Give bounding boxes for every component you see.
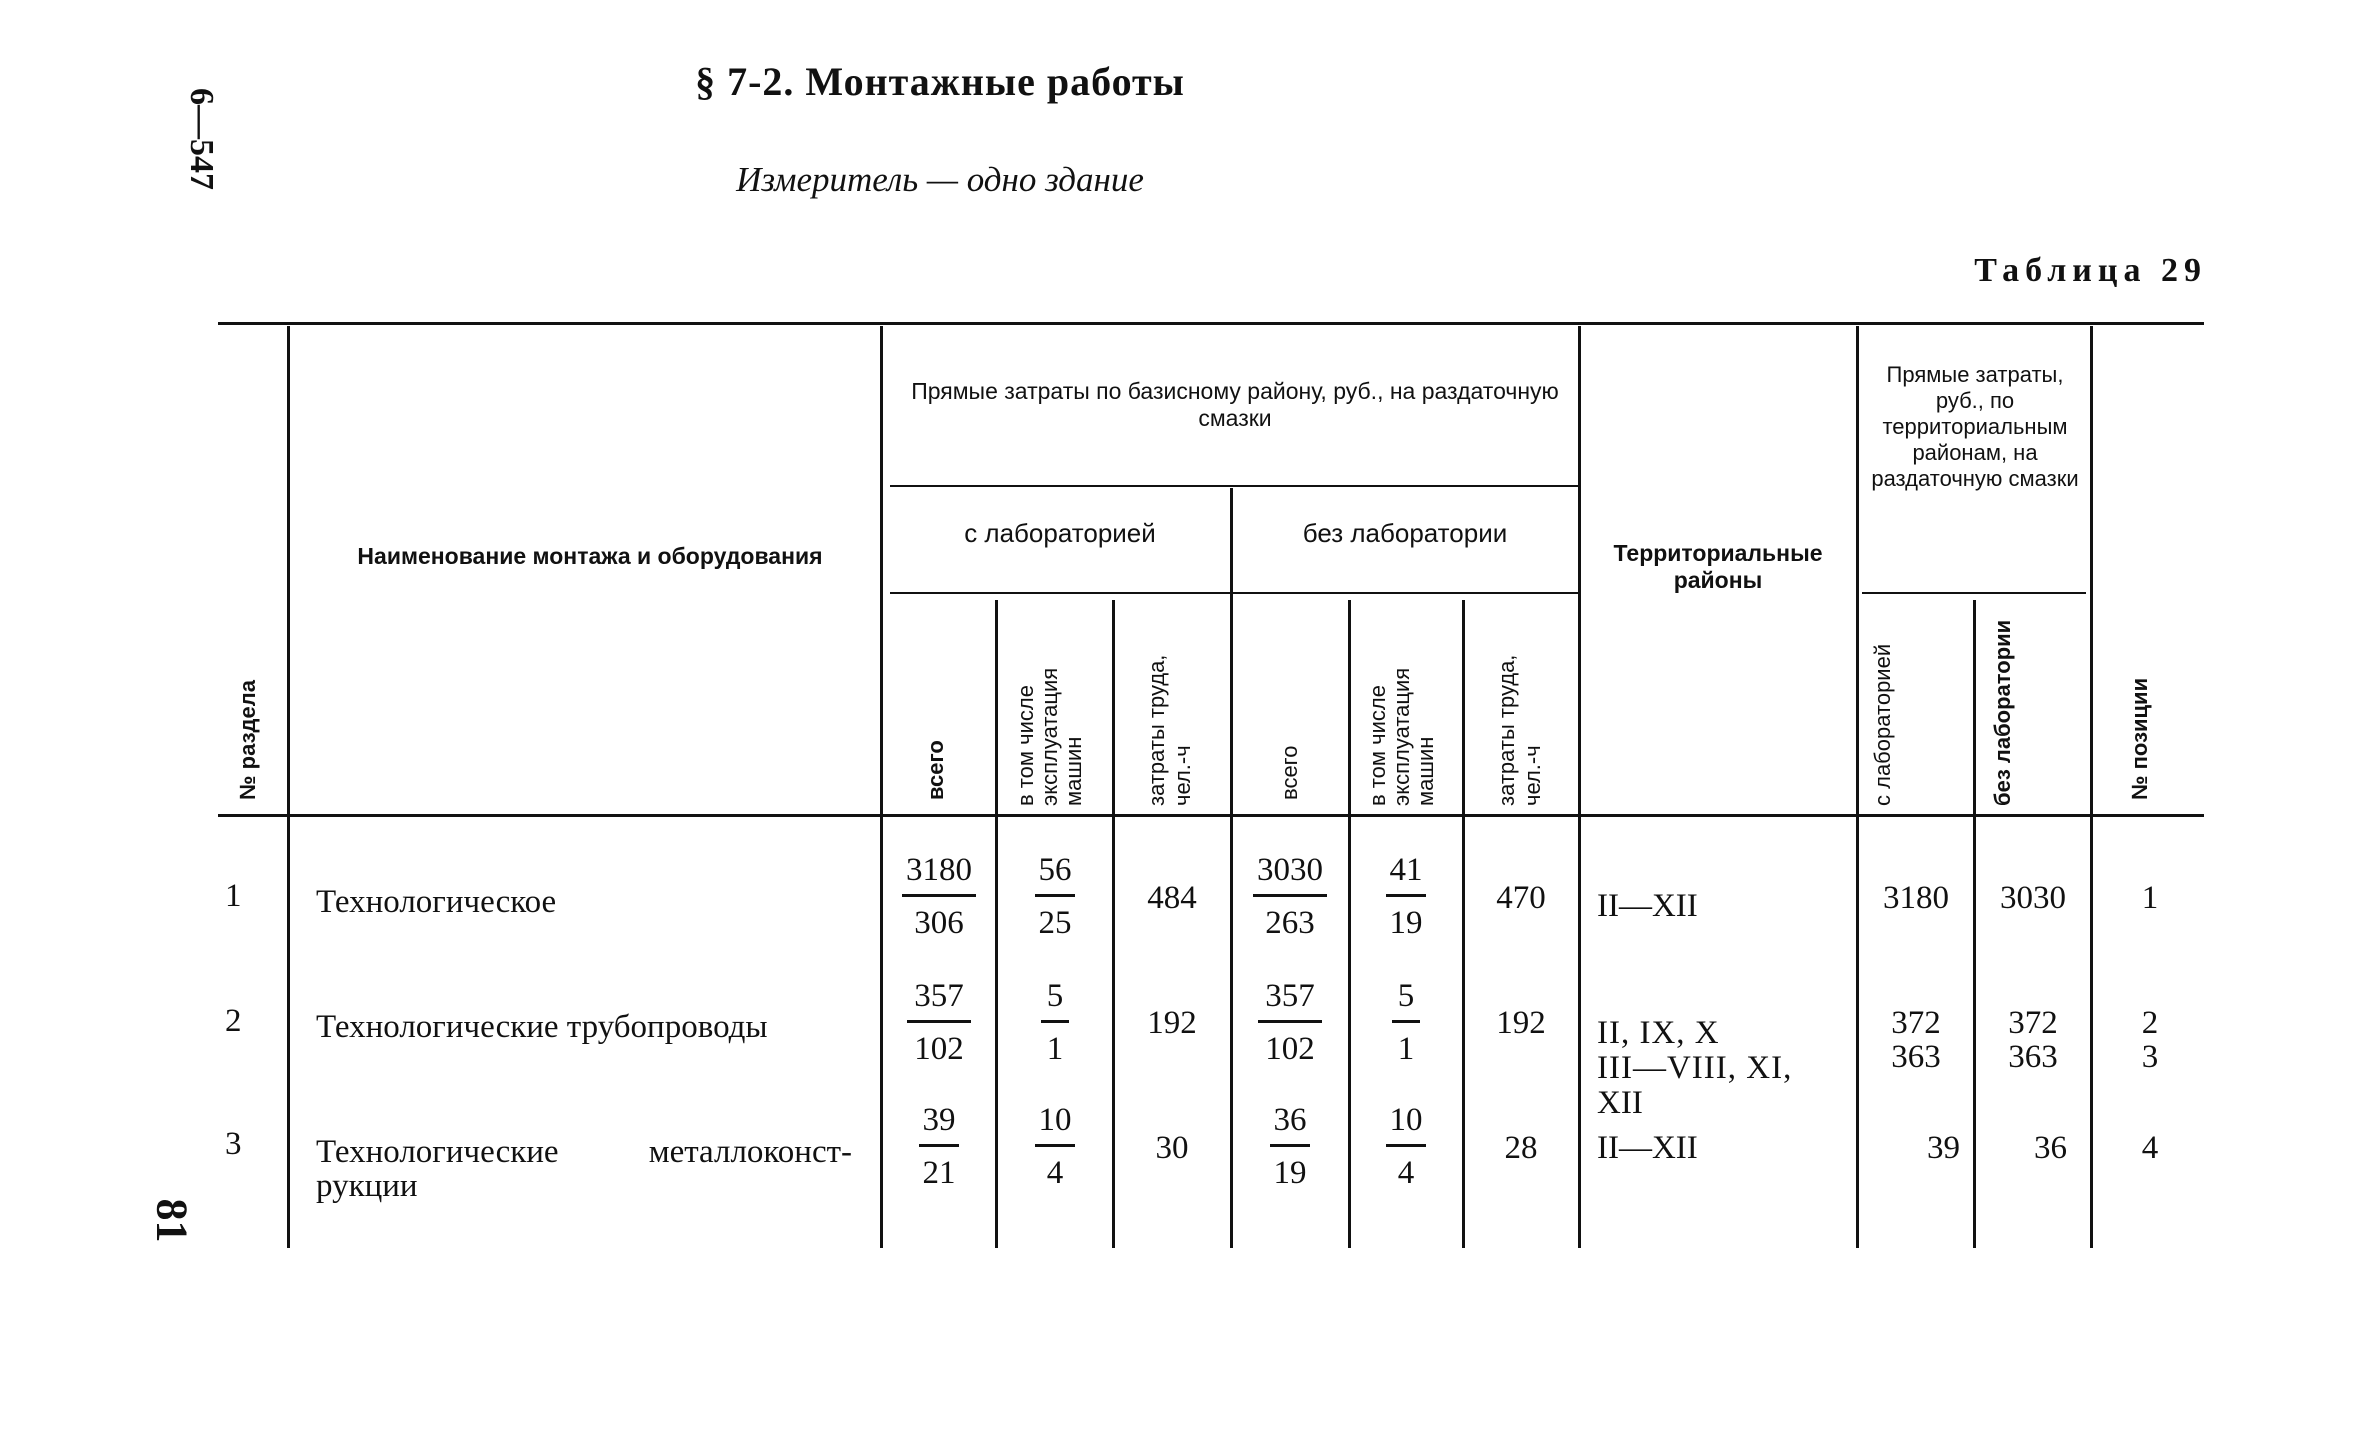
- header-rule-lab: [890, 592, 1578, 594]
- row-1-position: 1: [2141, 880, 2159, 916]
- table-top-rule: [218, 322, 2204, 325]
- row-3-nl-total: 36 19: [1234, 1102, 1346, 1191]
- row-1-nl-machines: 41 19: [1352, 852, 1460, 941]
- col-rule: [1856, 326, 1859, 1248]
- row-1-regions: II—XII: [1597, 888, 1698, 924]
- row-1-wl-machines: 56 25: [1000, 852, 1110, 941]
- header-direct-costs: Прямые затраты по базисному району, руб., на раздаточную смазки: [911, 378, 1559, 431]
- row-3-wl-labor: 30: [1155, 1130, 1189, 1166]
- row-1-no: 1: [225, 878, 242, 914]
- col-rule: [2090, 326, 2093, 1248]
- row-2-wl-labor: 192: [1147, 1005, 1197, 1041]
- col-rule: [1973, 600, 1976, 1248]
- page-number: 81: [147, 1198, 197, 1243]
- row-3-wl-machines: 10 4: [1000, 1102, 1110, 1191]
- row-2-nl-machines: 5 1: [1352, 978, 1460, 1067]
- col-rule: [1112, 600, 1115, 1248]
- header-position-no: № позиции: [2127, 677, 2152, 800]
- header-t-without-lab: без лаборатории: [1990, 619, 2015, 806]
- row-1-wl-total: 3180 306: [885, 852, 993, 941]
- header-name: Наименование монтажа и оборудования: [357, 543, 823, 569]
- row-3-position: 4: [2141, 1130, 2159, 1166]
- row-2-wl-machines: 5 1: [1000, 978, 1110, 1067]
- row-2-position-b: 3: [2141, 1039, 2159, 1075]
- row-1-nl-labor: 470: [1496, 880, 1546, 916]
- row-3-no: 3: [225, 1126, 242, 1162]
- col-rule: [287, 326, 290, 1248]
- page-subtitle: Измеритель — одно здание: [736, 160, 1144, 199]
- row-3-t-with: 39: [1927, 1130, 1960, 1166]
- col-rule: [880, 326, 883, 1248]
- col-rule: [1578, 326, 1581, 1248]
- row-2-nl-labor: 192: [1496, 1005, 1546, 1041]
- row-3-regions: II—XII: [1597, 1130, 1698, 1166]
- header-territorial: Территориальные районы: [1613, 540, 1823, 593]
- row-2-nl-total: 357 102: [1234, 978, 1346, 1067]
- header-nl-total: всего: [1277, 745, 1302, 800]
- header-territorial-costs: Прямые затраты, руб., по территориальным районам, на раздаточную смазки: [1871, 362, 2079, 491]
- header-nl-machines: в том числе эксплуатация машин: [1365, 667, 1438, 806]
- row-3-name-line2: рукции: [316, 1168, 418, 1204]
- header-rule-territorial: [1862, 592, 2086, 594]
- header-nl-labor: затраты труда, чел.-ч: [1494, 654, 1545, 806]
- row-1-wl-labor: 484: [1147, 880, 1197, 916]
- row-2-t-without-b: 363: [2008, 1039, 2058, 1075]
- header-rule-direct: [890, 485, 1578, 487]
- row-2-name: Технологические трубопроводы: [316, 1009, 768, 1045]
- col-rule: [1348, 600, 1351, 1248]
- header-wl-labor: затраты труда, чел.-ч: [1144, 654, 1195, 806]
- row-3-wl-total: 39 21: [885, 1102, 993, 1191]
- row-2-regions-c: XII: [1597, 1085, 1643, 1121]
- row-3-nl-machines: 10 4: [1352, 1102, 1460, 1191]
- header-with-lab: с лабораторией: [964, 518, 1156, 548]
- header-bottom-rule: [218, 814, 2204, 817]
- page-title: § 7-2. Монтажные работы: [695, 59, 1185, 104]
- header-t-with-lab: с лабораторией: [1870, 643, 1895, 806]
- header-section-no: № раздела: [235, 680, 260, 800]
- row-2-no: 2: [225, 1003, 242, 1039]
- document-code: 6—547: [183, 88, 220, 190]
- row-2-t-with-b: 363: [1891, 1039, 1941, 1075]
- row-1-nl-total: 3030 263: [1234, 852, 1346, 941]
- header-wl-total: всего: [923, 740, 948, 800]
- row-2-regions-b: III—VIII, XI,: [1597, 1050, 1793, 1086]
- row-2-t-with-a: 372: [1891, 1005, 1941, 1041]
- table-label: Таблица 29: [1974, 252, 2207, 289]
- header-wl-machines: в том числе эксплуатация машин: [1013, 667, 1086, 806]
- row-2-regions-a: II, IX, X: [1597, 1015, 1720, 1051]
- col-rule: [1462, 600, 1465, 1248]
- row-2-t-without-a: 372: [2008, 1005, 2058, 1041]
- row-3-t-without: 36: [2034, 1130, 2067, 1166]
- row-2-wl-total: 357 102: [885, 978, 993, 1067]
- col-rule: [995, 600, 998, 1248]
- row-1-name: Технологическое: [316, 884, 557, 920]
- row-1-t-without: 3030: [2000, 880, 2066, 916]
- col-rule: [1230, 488, 1233, 1248]
- header-without-lab: без лаборатории: [1302, 518, 1508, 548]
- row-2-position-a: 2: [2141, 1005, 2159, 1041]
- row-1-t-with: 3180: [1883, 880, 1949, 916]
- row-3-name-line1: Технологические металлоконст-: [316, 1134, 852, 1170]
- row-3-nl-labor: 28: [1504, 1130, 1538, 1166]
